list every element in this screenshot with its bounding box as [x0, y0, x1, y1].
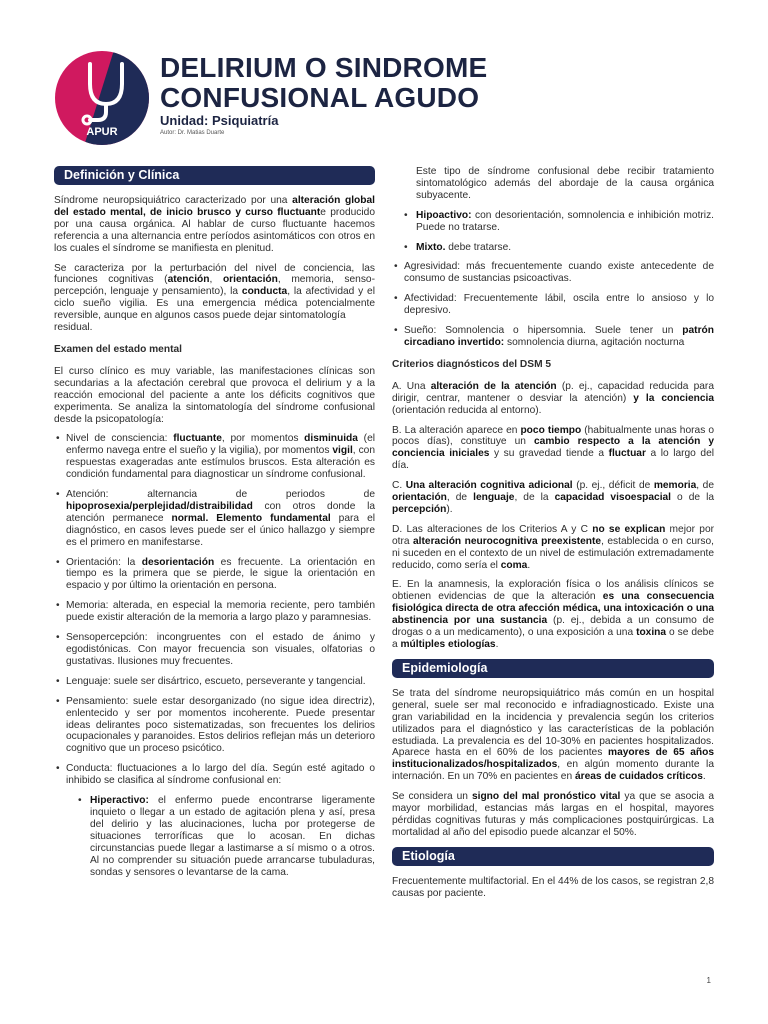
sub-list [392, 210, 714, 254]
criterion-b: B. La alteración aparece en poco tiempo (habitualmente unas horas o pocos días), constituye un cambio respecto a la atención y conciencia iniciales y su gravedad tiende a fluctuar a lo largo del día. [392, 424, 715, 472]
sub-list [66, 795, 375, 878]
apur-logo [54, 50, 150, 146]
title-line-2: CONFUSIONAL AGUDO [160, 82, 480, 113]
section-header-definicion: Definición y Clínica [54, 166, 375, 185]
author-label: Autor: Dr. Matias Duarte [160, 130, 225, 136]
page-title [160, 53, 487, 113]
paragraph: Se caracteriza por la perturbación del nivel de conciencia, las funciones cognitivas (atención, orientación, memoria, senso-percepción, lenguaje y pensamiento), la conducta, la afectividad y el ciclo sueño vigilia. Es una emergencia médica potencialmente reversible, aunque en algunos casos puede dejar sintomatología residual. [54, 262, 375, 334]
list-item: • Conducta: fluctuaciones a lo largo del día. Según esté agitado o inhibido se clasifica al síndrome confusional en: • Hiperactivo: el enfermo puede encontrarse ligeramente inquieto o llegar a un estado de agitación plena y así, presa del delirio y las alucinaciones, lucha por protegerse de situaciones terroríficas que lo acosan. En dichas circunstancias puede llegar a lastimarse a sí mismo o a otros. Al no comprender su situación puede arrancarse tubuladuras, sondas y sensores o levantarse de la cama. [54, 763, 375, 878]
right-column [392, 166, 714, 908]
paragraph: Síndrome neuropsiquiátrico caracterizado por una alteración global del estado mental, de inicio brusco y curso fluctuante producido por una causa orgánica. Al hablar de curso fluctuante hacemos referencia a una alternancia entre períodos asintomáticos con otros en los cuales el síndrome se manifiesta en plenitud. [54, 195, 376, 254]
list-item: • Atención: alternancia de periodos de hipoprosexia/perplejidad/distraibilidad con otros donde la atención permanece normal. Elemento fundamental para el diagnóstico, en casos leves puede ser el único hallazgo y siempre es el primero en manifestarse. [54, 489, 375, 549]
paragraph: Se considera un signo del mal pronóstico vital ya que se asocia a mayor morbilidad, estancias más largas en el hospital, mayores pérdidas cognitivas futuras y más complicaciones postquirúrgicas. La mortalidad al año del episodio puede alcanzar el 50%. [392, 791, 714, 838]
paragraph: Se trata del síndrome neuropsiquiátrico más común en un hospital general, suele ser mal reconocido e infradiagnosticado. Existe una gran variabilidad en la incidencia y prevalencia según los criterios utilizados para el diagnóstico y las características de la población estudiada. La prevalencia es del 10-30% en pacientes hospitalizados. Aparece hasta en el 60% de los pacientes mayores de 65 años institucionalizados/hospitalizados, en algún momento durante la internación. En un 70% en pacientes en áreas de cuidados críticos. [392, 687, 714, 783]
criterion-a: A. Una alteración de la atención (p. ej., capacidad reducida para dirigir, centrar, mantener o desviar la atención) y la conciencia (orientación reducida al entorno). [392, 380, 714, 416]
list-item: • Afectividad: Frecuentemente lábil, oscila entre lo ansioso y lo depresivo. [392, 293, 714, 317]
list-item: • Agresividad: más frecuentemente cuando existe antecedente de consumo de sustancias psicoactivas. [392, 261, 714, 285]
paragraph: Frecuentemente multifactorial. En el 44% de los casos, se registran 2,8 causas por paciente. [392, 875, 714, 899]
logo-text: APUR [86, 126, 118, 138]
section-header-etiologia: Etiología [392, 847, 714, 866]
list-item: • Sueño: Somnolencia o hipersomnia. Suele tener un patrón circadiano invertido: somnolencia diurna, agitación nocturna [392, 325, 714, 349]
criterion-c: C. Una alteración cognitiva adicional (p. ej., déficit de memoria, de orientación, de lenguaje, de la capacidad visoespacial o de la percepción). [392, 480, 715, 515]
subsection-title: Criterios diagnósticos del DSM 5 [392, 358, 552, 370]
list-item: • Hipoactivo: con desorientación, somnolencia e inhibición motriz. Puede no tratarse. [392, 210, 714, 234]
list-item: • Lenguaje: suele ser disártrico, escueto, perseverante y tangencial. [54, 676, 375, 688]
criterion-e: E. En la anamnesis, la exploración física o los análisis clínicos se obtienen evidencias de que la alteración es una consecuencia fisiológica directa de otra afección médica, una intoxicación o una abstinencia por una sustancia (p. ej., debida a un consumo de drogas o a un medicamento), o una exposición a una toxina o se debe a múltiples etiologías. [392, 579, 714, 650]
list-item: • Hiperactivo: el enfermo puede encontrarse ligeramente inquieto o llegar a un estado de agitación plena y así, presa del delirio y las alucinaciones, lucha por protegerse de situaciones terroríficas que lo acosan. En dichas circunstancias puede llegar a lastimarse a sí mismo o a otros. Al no comprender su situación puede arrancarse tubuladuras, sondas y sensores o levantarse de la cama. [66, 795, 375, 878]
section-header-epidemiologia: Epidemiología [392, 659, 714, 678]
title-line-1: DELIRIUM O SINDROME [160, 52, 488, 83]
symptom-list [54, 433, 375, 878]
list-item: • Nivel de consciencia: fluctuante, por momentos disminuida (el enfermo navega entre el sueño y la vigilia), por momentos vigil, con respuestas exageradas ante estímulos bruscos. Esta alteración es condición fundamental para diagnosticar un síndrome confusional. [54, 433, 375, 481]
list-item: • Memoria: alterada, en especial la memoria reciente, pero también puede existir alteración de la memoria a largo plazo y paramnesias. [54, 600, 375, 624]
page-number: 1 [706, 976, 711, 985]
subsection-title: Examen del estado mental [54, 343, 182, 355]
symptom-list [392, 261, 714, 348]
list-item: • Mixto. debe tratarse. [392, 242, 714, 254]
paragraph: El curso clínico es muy variable, las manifestaciones clínicas son secundarias a la afectación cerebral que provoca el delirium y a la reacción emocional del paciente a ante los déficits cognitivos que experimenta. Se analiza la sintomatología del síndrome confusional desde la psicopatología: [54, 365, 375, 425]
list-item: • Sensopercepción: incongruentes con el estado de ánimo y egodistónicas. Con mayor frecuencia son visuales, olfatorias o gustativas. Ilusiones muy frecuentes. [54, 632, 375, 668]
list-item: • Pensamiento: suele estar desorganizado (no sigue idea directriz), enlentecido y ser por momentos incoherente. Puede presentar ideas delirantes poco sistematizadas, son frecuentes los delirios ocupacionales y paranoides. Estos delirios reflejan más un deterioro cognitivo que un proceso psicótico. [54, 696, 375, 756]
paragraph: Este tipo de síndrome confusional debe recibir tratamiento sintomatológico además del abordaje de la causa orgánica subyacente. [416, 166, 714, 201]
unit-label: Unidad: Psiquiatría [160, 113, 279, 128]
list-item: • Orientación: la desorientación es frecuente. La orientación en tiempo es la primera que se pierde, le sigue la orientación en espacio y por último la orientación en persona. [54, 557, 375, 593]
criterion-d: D. Las alteraciones de los Criterios A y C no se explican mejor por otra alteración neurocognitiva preexistente, establecida o en curso, ni suceden en el contexto de un nivel de estimulación extremadamente reducido, como sería el coma. [392, 523, 715, 571]
left-column [54, 166, 375, 886]
